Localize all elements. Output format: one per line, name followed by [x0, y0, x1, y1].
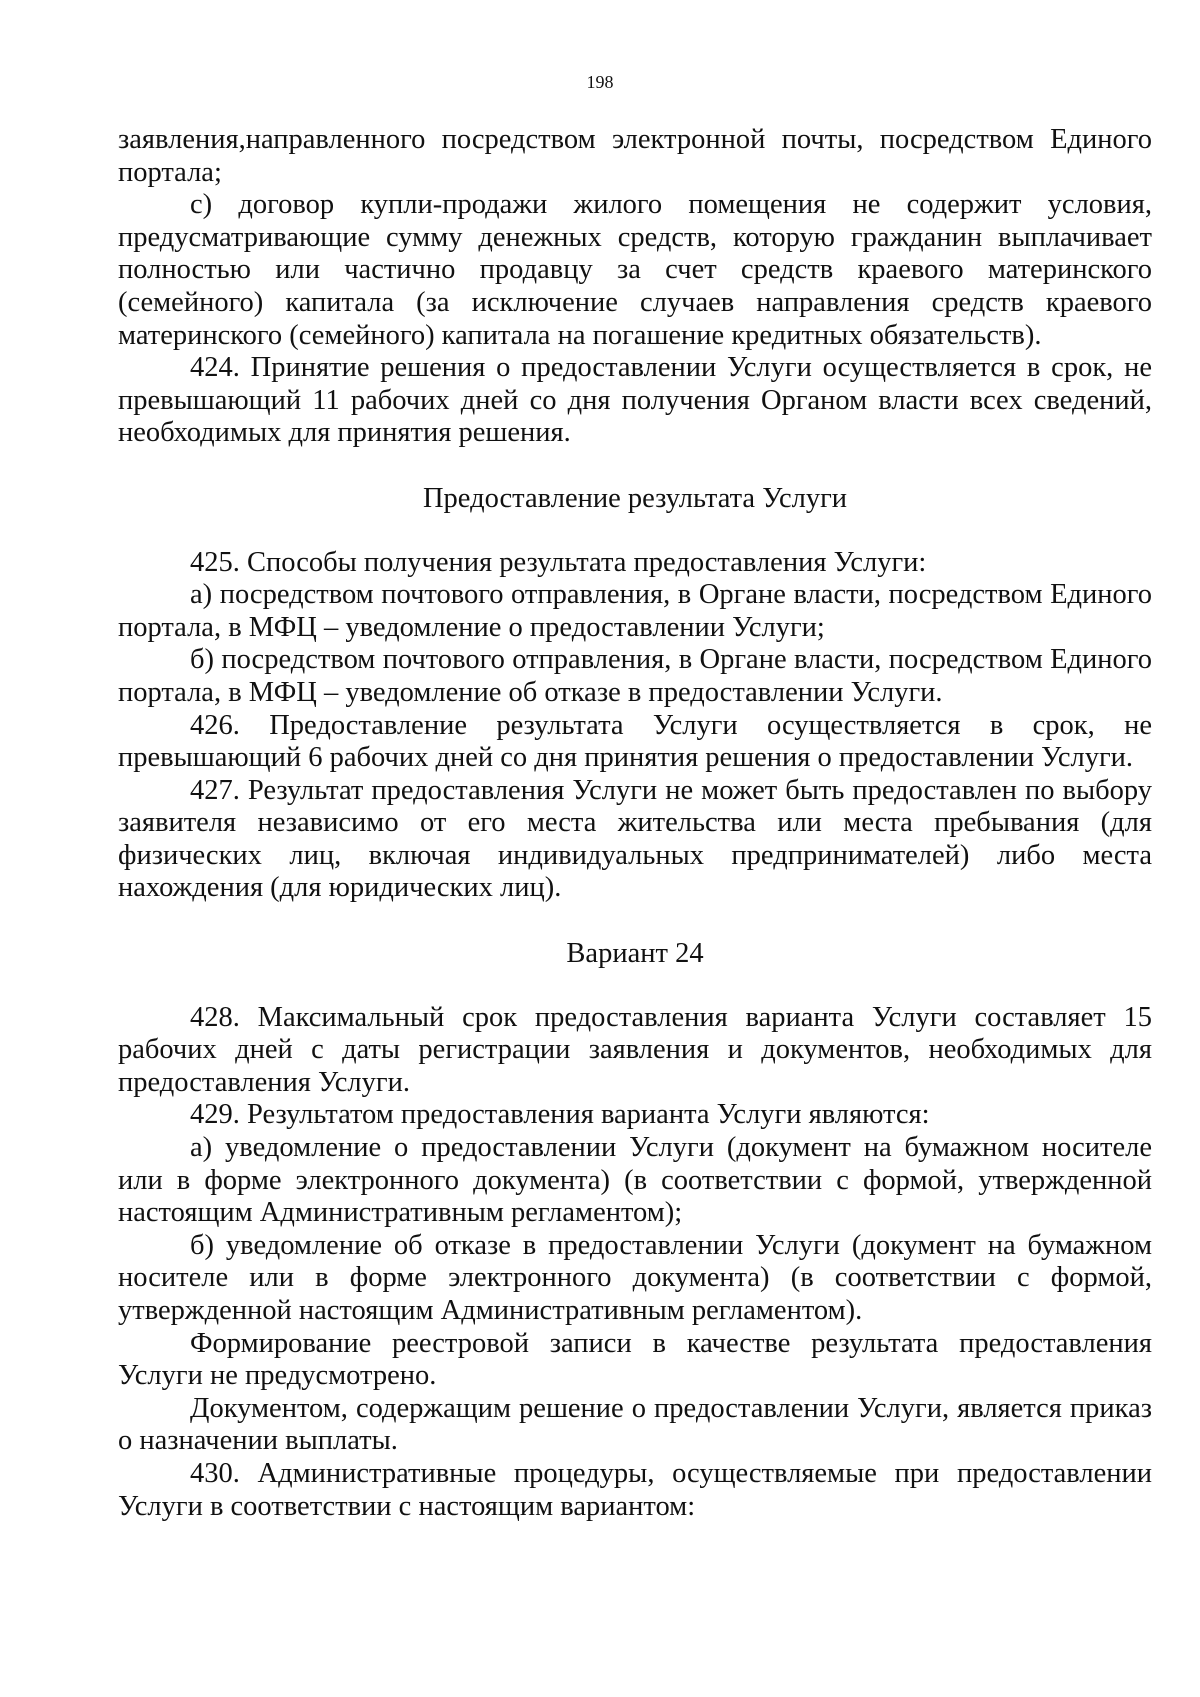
paragraph-424: 424. Принятие решения о предоставлении Услуги осуществляется в срок, не превышающий 11 рабочих дней со дня получения Органом власти всех сведений, необходимых для принятия решения.	[118, 352, 1152, 449]
paragraph-426: 426. Предоставление результата Услуги осуществляется в срок, не превышающий 6 рабочих дней со дня принятия решения о предоставлении Услуги.	[118, 709, 1152, 774]
paragraph-item-c: с) договор купли-продажи жилого помещения не содержит условия, предусматривающие сумму денежных средств, которую гражданин выплачивает полностью или частично продавцу за счет средств краевого материнского (семейного) капитала (за исключение случаев направления средств краевого материнского (семейного) капитала на погашение кредитных обязательств).	[118, 189, 1152, 351]
section-heading-result-provision: Предоставление результата Услуги	[422, 482, 848, 514]
paragraph-429: 429. Результатом предоставления варианта Услуги являются:	[190, 1099, 930, 1131]
paragraph-430: 430. Административные процедуры, осуществляемые при предоставлении Услуги в соответствии с настоящим вариантом:	[118, 1457, 1152, 1522]
paragraph-registry-record: Формирование реестровой записи в качестве результата предоставления Услуги не предусмотрено.	[118, 1327, 1152, 1392]
document-body	[118, 124, 1152, 1523]
paragraph-decision-document: Документом, содержащим решение о предоставлении Услуги, является приказ о назначении выплаты.	[118, 1392, 1152, 1457]
paragraph-425: 425. Способы получения результата предоставления Услуги:	[190, 546, 927, 578]
section-heading-variant-24: Вариант 24	[566, 938, 704, 970]
page-number: 198	[586, 72, 614, 92]
paragraph-427: 427. Результат предоставления Услуги не может быть предоставлен по выбору заявителя независимо от его места жительства или места пребывания (для физических лиц, включая индивидуальных предпринимателей) либо места нахождения (для юридических лиц).	[118, 774, 1152, 904]
paragraph-429-item-a: а) уведомление о предоставлении Услуги (документ на бумажном носителе или в форме электронного документа) (в соответствии с формой, утвержденной настоящим Административным регламентом);	[118, 1132, 1152, 1229]
paragraph-425-item-b: б) посредством почтового отправления, в Органе власти, посредством Единого портала, в МФЦ – уведомление об отказе в предоставлении Услуги.	[118, 644, 1152, 708]
paragraph-continuation: заявления,направленного посредством электронной почты, посредством Единого портала;	[118, 124, 1152, 188]
paragraph-429-item-b: б) уведомление об отказе в предоставлении Услуги (документ на бумажном носителе или в форме электронного документа) (в соответствии с формой, утвержденной настоящим Административным регламентом).	[118, 1229, 1152, 1326]
paragraph-428: 428. Максимальный срок предоставления варианта Услуги составляет 15 рабочих дней с даты регистрации заявления и документов, необходимых для предоставления Услуги.	[118, 1001, 1152, 1098]
paragraph-425-item-a: а) посредством почтового отправления, в Органе власти, посредством Единого портала, в МФЦ – уведомление о предоставлении Услуги;	[118, 579, 1152, 643]
